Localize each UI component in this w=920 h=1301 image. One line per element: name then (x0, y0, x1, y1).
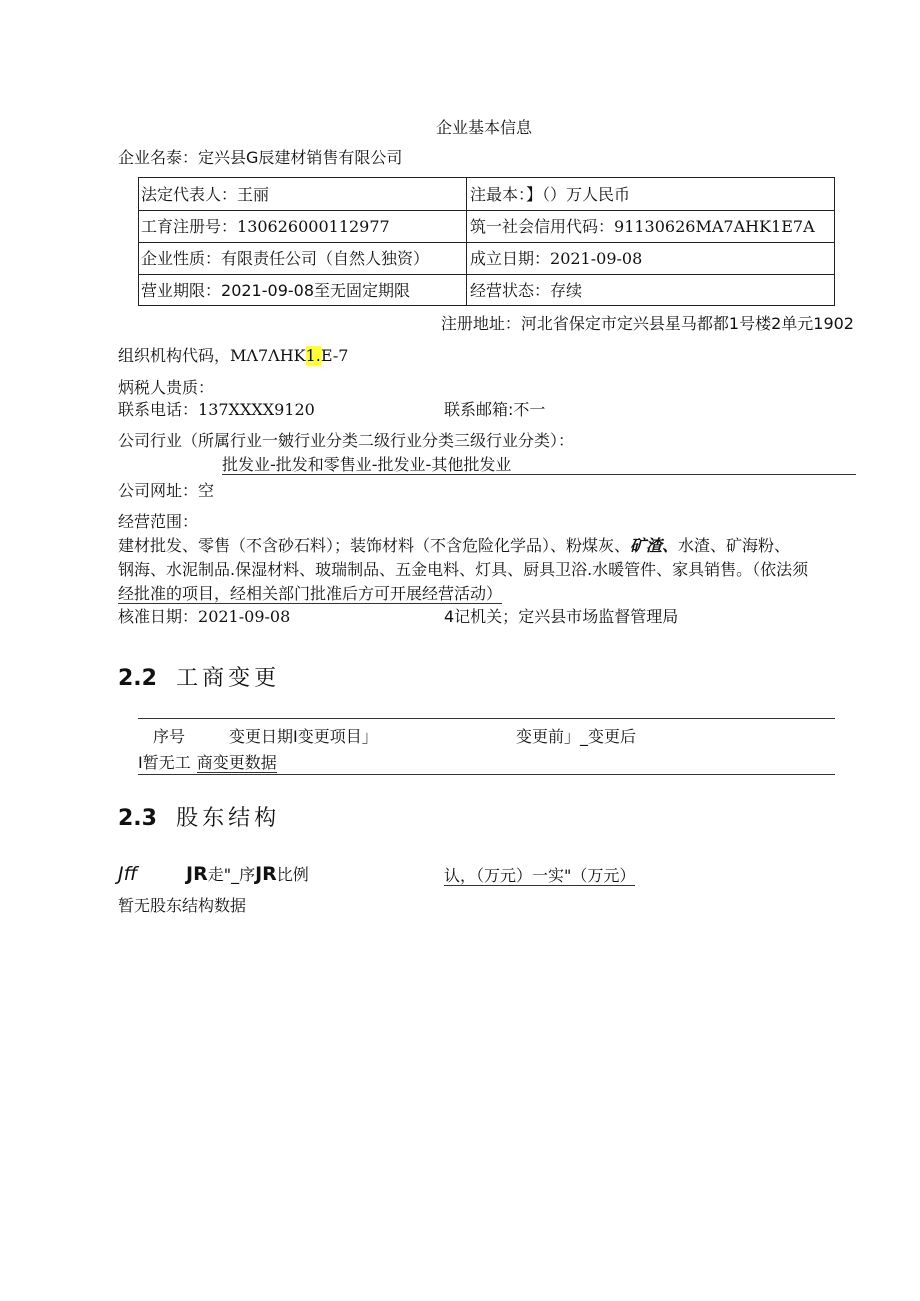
approval-date: 2021-09-08 (198, 607, 291, 626)
changes-table-bottom-rule (138, 774, 835, 775)
col-before-after: 变更前」_变更后 (516, 727, 637, 746)
reg-capital-value: 】（）万人民币 (526, 185, 631, 204)
reg-address-label: 注册地址： (440, 314, 521, 333)
org-code-label: 组织机构代码， (118, 346, 231, 365)
table-row (470, 281, 582, 301)
table-row (141, 217, 390, 237)
reg-capital-label: 注最本： (470, 185, 527, 204)
authority-value: 定兴县市场监督管理局 (518, 607, 679, 626)
scope-emphasis: 矿渣、 (630, 536, 679, 555)
table-row (141, 281, 410, 301)
reg-number-label: 工育注册号： (141, 217, 238, 236)
company-name-label: 企业名泰： (118, 148, 199, 167)
website-value: 空 (198, 481, 215, 500)
scope-line-1: 建材批发、零售（不含砂石料）；装饰材料（不含危险化学品）、粉煤灰、矿渣、水渣、矿海粉、 (118, 536, 791, 555)
scope-label: 经营范围： (118, 512, 199, 531)
authority-row (444, 607, 678, 627)
business-term-value: 2021-09-08至无固定期限 (221, 281, 411, 300)
changes-table-top-rule (138, 718, 835, 719)
shareholders-empty: 暂无股东结构数据 (118, 896, 247, 915)
phone-value: 137XXXX9120 (198, 400, 315, 419)
table-row (141, 249, 429, 269)
changes-empty-row: I暂无工 商变更数据 (138, 753, 277, 772)
legal-rep-label: 法定代表人： (141, 185, 238, 204)
org-code: MΛ7ΛHK (230, 346, 306, 365)
org-code-tail: E-7 (320, 346, 349, 365)
phone-label: 联系电话： (118, 400, 199, 419)
company-type-value: 有限责任公司（自然人独资） (221, 249, 430, 268)
shareholder-col-b: JR走"_序JR比例 (186, 863, 309, 885)
reg-number-value: 130626000112977 (237, 217, 390, 236)
website-label: 公司网址： (118, 481, 199, 500)
reg-address: 河北省保定市定兴县星马都都1号楼2单元1902 (520, 314, 854, 333)
email-row (444, 400, 545, 420)
col-date-item: 变更日期I变更项目」 (229, 727, 378, 746)
approval-row (118, 607, 290, 627)
website-row (118, 481, 214, 501)
email-label: 联系邮箱: (444, 400, 514, 419)
founded-date-value: 2021-09-08 (550, 249, 643, 268)
table-row (141, 185, 269, 205)
legal-rep-value: 王丽 (237, 185, 270, 204)
authority-label: 4记机关； (444, 607, 519, 626)
section-heading-business-changes: 2.2 工商变更 (118, 666, 281, 691)
founded-date-label: 成立日期： (470, 249, 551, 268)
industry-underline (222, 474, 856, 475)
org-code-row (118, 346, 348, 366)
status-value: 存续 (550, 281, 583, 300)
shareholder-col-c: 认，（万元）一实"（万元） (444, 866, 636, 885)
taxpayer-label: 炳税人贵质： (118, 378, 215, 397)
table-row (470, 185, 630, 205)
email-value: 不一 (513, 400, 546, 419)
table-row (470, 249, 642, 269)
col-seq: 序号 (153, 727, 186, 746)
org-code-highlight: 1. (305, 346, 321, 365)
table-row (470, 217, 815, 237)
business-term-label: 营业期限： (141, 281, 222, 300)
basic-info-table (138, 177, 835, 306)
phone-row (118, 400, 315, 420)
approval-label: 核准日期： (118, 607, 199, 626)
credit-code-label: 筑一社会信用代码： (470, 217, 615, 236)
industry-value: 批发业-批发和零售业-批发业-其他批发业 (222, 455, 512, 474)
section-heading-shareholders: 2.3 股东结构 (118, 806, 281, 831)
scope-line-3: 经批准的项目，经相关部门批准后方可开展经营活动） (118, 584, 503, 603)
company-name-row (118, 148, 402, 168)
shareholder-col-a: Jff (118, 863, 138, 885)
company-type-label: 企业性质： (141, 249, 222, 268)
reg-address-row (441, 314, 854, 334)
credit-code-value: 91130626MA7AHK1E7A (614, 217, 815, 236)
company-name: 定兴县G辰建材销售有限公司 (198, 148, 403, 167)
page-title: 企业基本信息 (436, 118, 533, 137)
scope-line-2: 钢海、水泥制品.保湿材料、玻瑞制品、五金电料、灯具、厨具卫浴.水暖管件、家具销售。（依法须 (118, 560, 809, 579)
industry-label: 公司行业（所属行业一皴行业分类二级行业分类三级行业分类）： (118, 431, 575, 450)
status-label: 经营状态： (470, 281, 551, 300)
